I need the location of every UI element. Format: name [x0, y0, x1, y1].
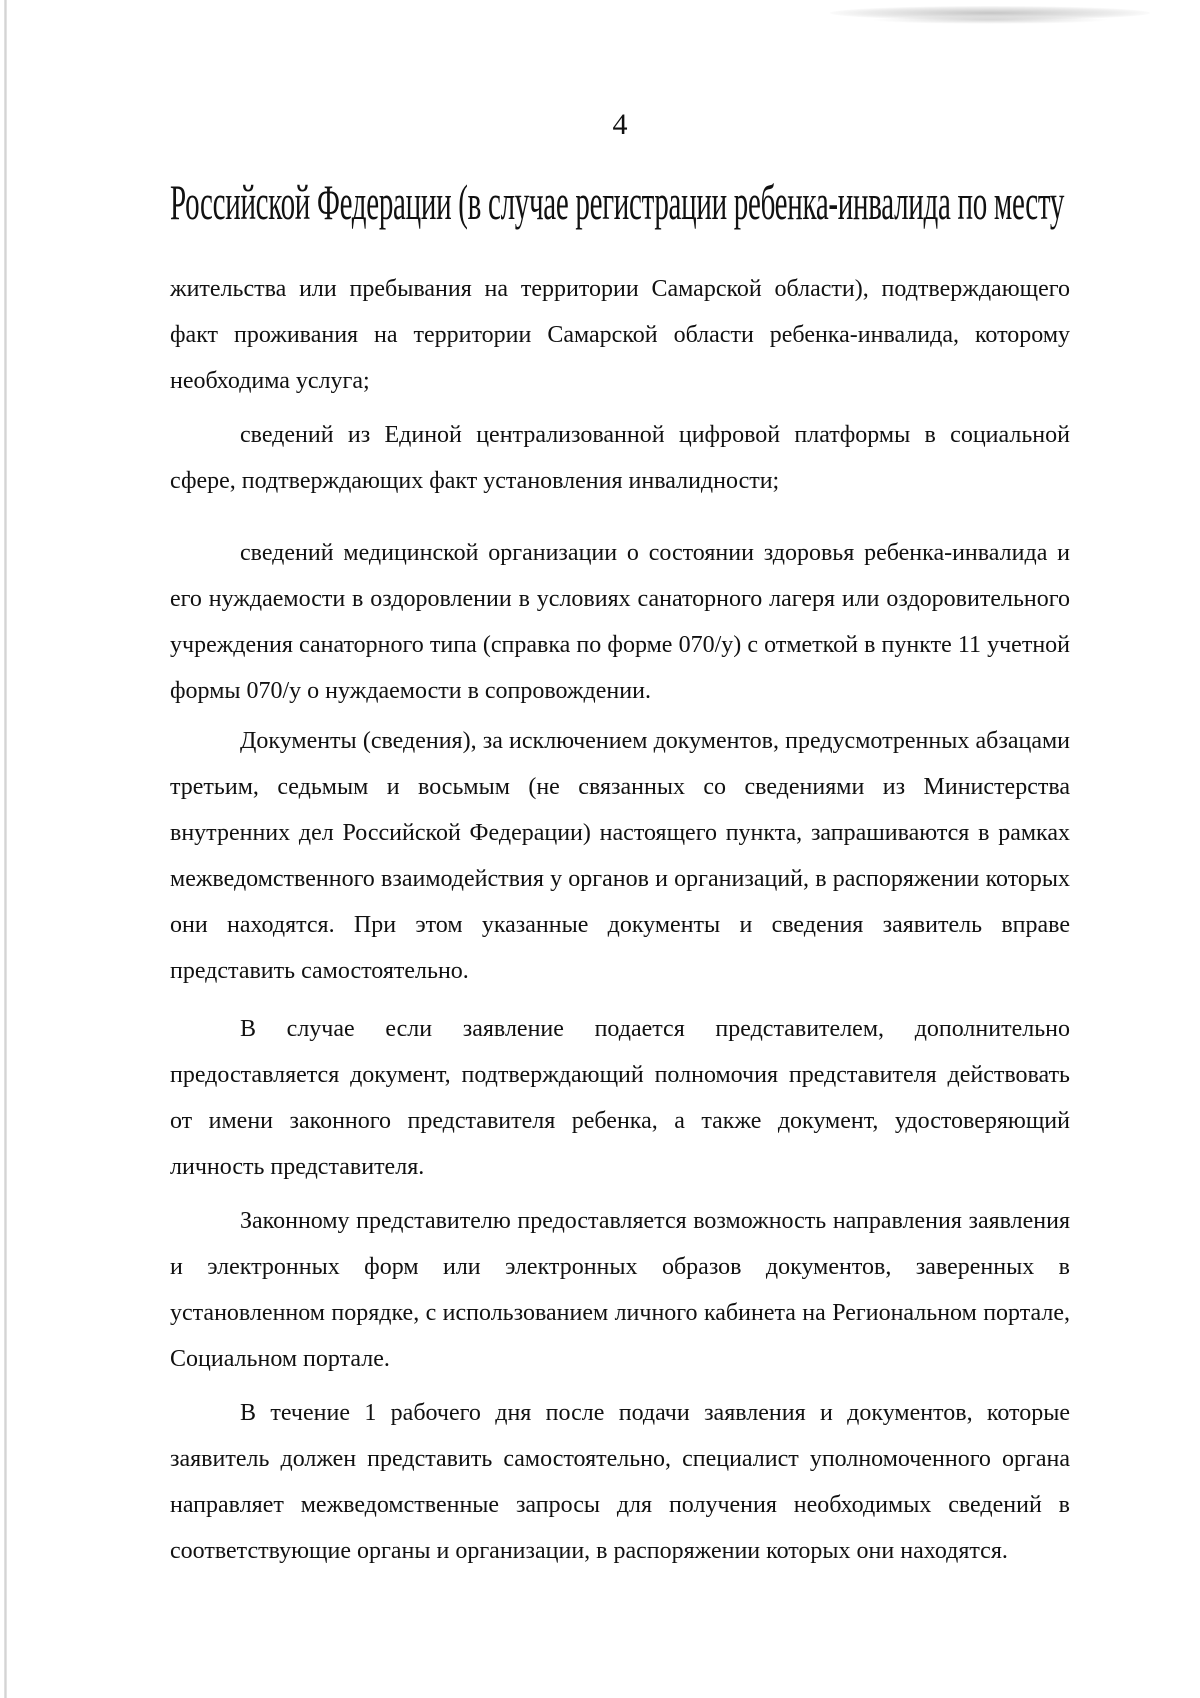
paragraph-representative: В случае если заявление подается представителем, дополнительно предоставляется документ, подтверждающий полномочия представителя действовать от имени законного представителя ребенка, а также документ, удостоверяющий личность представителя.	[170, 1016, 1070, 1180]
scan-smudge-secondary	[870, 16, 1110, 24]
paragraph-medical-data: сведений медицинской организации о состоянии здоровья ребенка-инвалида и его нуждаемости в оздоровлении в условиях санаторного лагеря или оздоровительного учреждения санаторного типа (справка по форме 070/у) с отметкой в пункте 11 учетной формы 070/у о нуждаемости в сопровождении.	[170, 540, 1070, 704]
paragraph-interagency-requests: Документы (сведения), за исключением документов, предусмотренных абзацами третьим, седьмым и восьмым (не связанных со сведениями из Министерства внутренних дел Российской Федерации) настоящего пункта, запрашиваются в рамках межведомственного взаимодействия у органов и организаций, в распоряжении которых они находятся. При этом указанные документы и сведения заявитель вправе представить самостоятельно.	[170, 728, 1070, 984]
paragraph-continuation: жительства или пребывания на территории Самарской области), подтверждающего факт проживания на территории Самарской области ребенка-инвалида, которому необходима услуга;	[170, 276, 1070, 394]
paragraph-electronic-submission: Законному представителю предоставляется возможность направления заявления и электронных форм или электронных образов документов, заверенных в установленном порядке, с использованием личного кабинета на Региональном портале, Социальном портале.	[170, 1208, 1070, 1372]
scan-edge-line	[4, 0, 7, 1698]
paragraph-processing-deadline: В течение 1 рабочего дня после подачи заявления и документов, которые заявитель должен представить самостоятельно, специалист уполномоченного органа направляет межведомственные запросы для получения необходимых сведений в соответствующие органы и организации, в распоряжении которых они находятся.	[170, 1400, 1070, 1564]
page-number: 4	[612, 108, 628, 141]
enlarged-text-line: Российской Федерации (в случае регистрации ребенка-инвалида по месту	[170, 174, 1065, 230]
paragraph-platform-data: сведений из Единой централизованной цифровой платформы в социальной сфере, подтверждающих факт установления инвалидности;	[170, 422, 1070, 494]
